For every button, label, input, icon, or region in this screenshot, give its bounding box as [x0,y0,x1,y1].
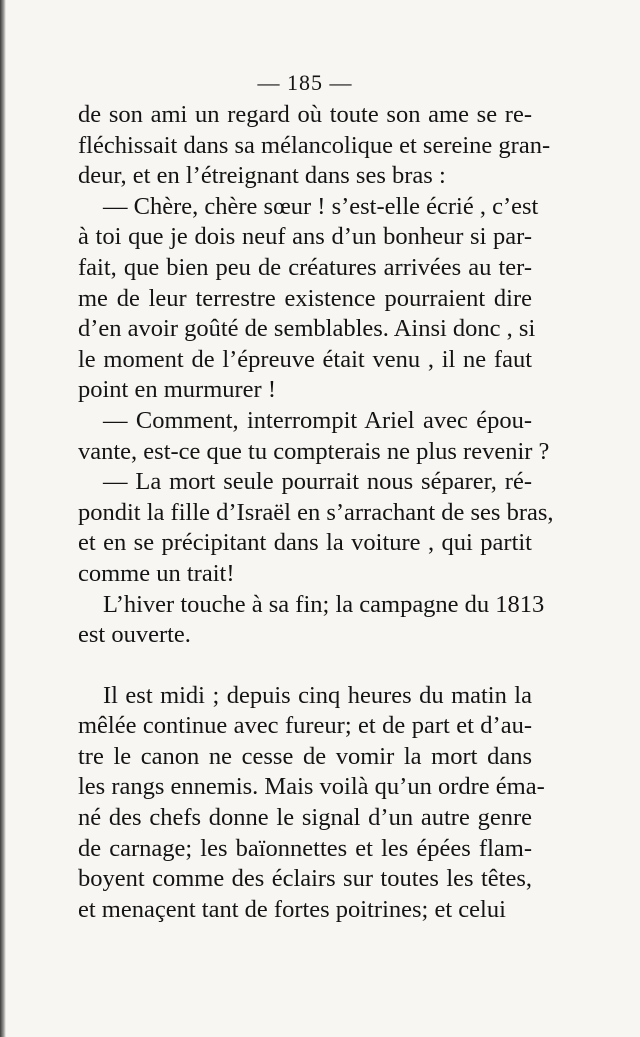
text-line: né des chefs donne le signal d’un autre genre [78,804,532,832]
text-line: point en murmurer ! [78,376,276,404]
text-line: fait, que bien peu de créatures arrivées au ter- [78,253,532,281]
text-line: mêlée continue avec fureur; et de part et d’au- [78,712,532,740]
text-line: les rangs ennemis. Mais voilà qu’un ordre éma- [78,773,545,801]
text-line: de son ami un regard où toute son ame se re- [78,101,532,128]
text-line: d’en avoir goûté de semblables. Ainsi donc , si [78,315,536,343]
section-break [78,651,532,681]
text-line: vante, est-ce que tu compterais ne plus revenir ? [78,437,550,465]
body-text [78,100,554,925]
text-line: tre le canon ne cesse de vomir la mort dans [78,742,532,770]
paragraph [78,100,551,192]
paragraph [78,590,545,651]
text-line: pondit la fille d’Israël en s’arrachant de ses bras, [78,498,554,526]
paragraph [78,406,550,467]
text-line: le moment de l’épreuve était venu , il ne faut [78,345,532,373]
page-number: — 185 — [257,70,353,95]
paragraph [78,467,554,589]
text-line: de carnage; les baïonnettes et les épées flam- [78,834,532,862]
text-line: fléchissait dans sa mélancolique et sereine gran- [78,131,551,159]
text-line: deur, et en l’étreignant dans ses bras : [78,162,446,190]
paragraph [78,192,539,406]
text-line: — Comment, interrompit Ariel avec épou- [103,406,532,434]
paragraph [78,681,545,926]
text-line: — La mort seule pourrait nous séparer, ré- [103,468,532,496]
book-page [78,70,554,925]
text-line: et en se précipitant dans la voiture , qui partit [78,529,532,557]
text-line: — Chère, chère sœur ! s’est-elle écrié , c’est [103,192,539,220]
text-line: est ouverte. [78,621,191,649]
text-line: me de leur terrestre existence pourraient dire [78,284,532,312]
text-line: et menaçent tant de fortes poitrines; et celui [78,895,506,923]
text-line: boyent comme des éclairs sur toutes les têtes, [78,865,532,893]
text-line: L’hiver touche à sa fin; la campagne du 1813 [103,590,545,618]
text-line: à toi que je dois neuf ans d’un bonheur si par- [78,223,532,251]
page-edge-shadow [0,0,6,1037]
text-line: Il est midi ; depuis cinq heures du matin la [103,681,532,709]
text-line: comme un trait! [78,559,235,587]
